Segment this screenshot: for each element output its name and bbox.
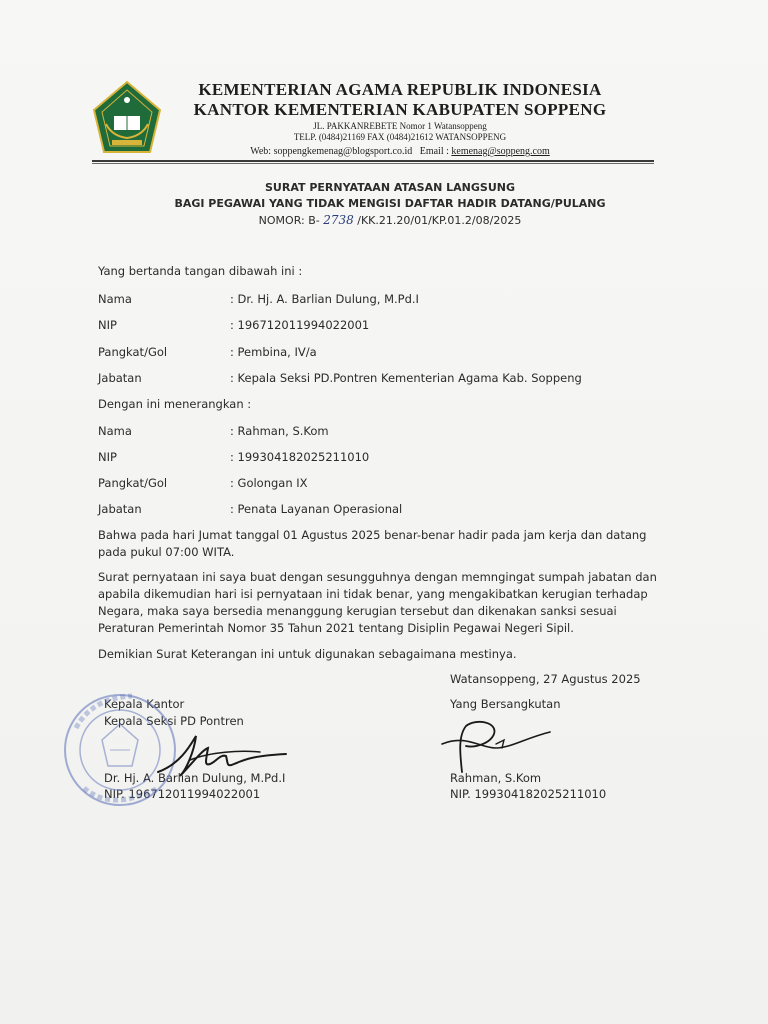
number-suffix: /KK.21.20/01/KP.01.2/08/2025 [357, 214, 522, 227]
header-phone: TELP. (0484)21169 FAX (0484)21612 WATANSOPPENG [293, 132, 507, 142]
employee-value: : Penata Layanan Operasional [230, 502, 403, 516]
right-sign-name: Rahman, S.Kom [450, 771, 542, 785]
signer-label: Jabatan [98, 371, 142, 385]
letter-title: SURAT PERNYATAAN ATASAN LANGSUNG [265, 181, 515, 194]
header-email: kemenag@soppeng.com [451, 146, 550, 157]
employee-label: Pangkat/Gol [98, 476, 168, 490]
signer-value: : Pembina, IV/a [230, 345, 317, 359]
employee-label: Nama [98, 424, 132, 438]
header-address: JL. PAKKANREBETE Nomor 1 Watansoppeng [313, 121, 487, 131]
paragraph-attendance: Bahwa pada hari Jumat tanggal 01 Agustus 2025 benar-benar hadir pada jam kerja dan datang pada pukul 07:00 WITA. [98, 528, 647, 559]
paragraph-statement: Surat pernyataan ini saya buat dengan sesungguhnya dengan memngingat sumpah jabatan dan apabila dikemudian hari isi pernyataan ini tidak benar, yang mengakibatkan kerugian terhadap Negara, maka saya bersedia menanggung kerugian tersebut dan dikenakan sanksi sesuai Peraturan Pemerintah Nomor 35 Tahun 2021 tentang Disiplin Pegawai Negeri Sipil. [98, 570, 657, 635]
header-contact [150, 146, 650, 157]
signer-value: : Kepala Seksi PD.Pontren Kementerian Agama Kab. Soppeng [230, 371, 582, 385]
employee-value: : Golongan IX [230, 476, 308, 490]
place-date: Watansoppeng, 27 Agustus 2025 [450, 672, 641, 686]
left-sign-nip: NIP. 196712011994022001 [104, 787, 261, 801]
header-divider [92, 160, 654, 162]
employee-label: Jabatan [98, 502, 142, 516]
signer-label: Nama [98, 292, 132, 306]
employee-label: NIP [98, 450, 117, 464]
signer-value: : Dr. Hj. A. Barlian Dulung, M.Pd.I [230, 292, 419, 306]
letter-number [90, 213, 690, 227]
paragraph-closing: Demikian Surat Keterangan ini untuk digunakan sebagaimana mestinya. [98, 647, 517, 661]
header-office: KANTOR KEMENTERIAN KABUPATEN SOPPENG [193, 100, 607, 119]
right-sign-role: Yang Bersangkutan [450, 697, 561, 711]
right-signature-icon [436, 714, 556, 774]
letter-subtitle: BAGI PEGAWAI YANG TIDAK MENGISI DAFTAR HADIR DATANG/PULANG [174, 197, 606, 210]
employee-value: : Rahman, S.Kom [230, 424, 329, 438]
header-web: Web: soppengkemenag@blogsport.co.id [250, 146, 413, 157]
signer-label: NIP [98, 318, 117, 332]
number-prefix: NOMOR: B- [258, 214, 320, 227]
intro2-text: Dengan ini menerangkan : [98, 397, 252, 411]
right-sign-nip: NIP. 199304182025211010 [450, 787, 607, 801]
header-email-label: Email : [419, 146, 449, 157]
employee-value: : 199304182025211010 [230, 450, 370, 464]
header-ministry: KEMENTERIAN AGAMA REPUBLIK INDONESIA [198, 80, 602, 99]
signer-label: Pangkat/Gol [98, 345, 168, 359]
left-sign-role1: Kepala Kantor [104, 697, 185, 711]
header-divider-thin [92, 163, 654, 164]
left-signature-icon [150, 726, 290, 782]
left-sign-name: Dr. Hj. A. Barlian Dulung, M.Pd.I [104, 771, 286, 785]
number-handwritten: 2738 [323, 213, 354, 227]
left-sign-role2: Kepala Seksi PD Pontren [104, 714, 244, 728]
intro-text: Yang bertanda tangan dibawah ini : [98, 264, 303, 278]
signer-value: : 196712011994022001 [230, 318, 370, 332]
